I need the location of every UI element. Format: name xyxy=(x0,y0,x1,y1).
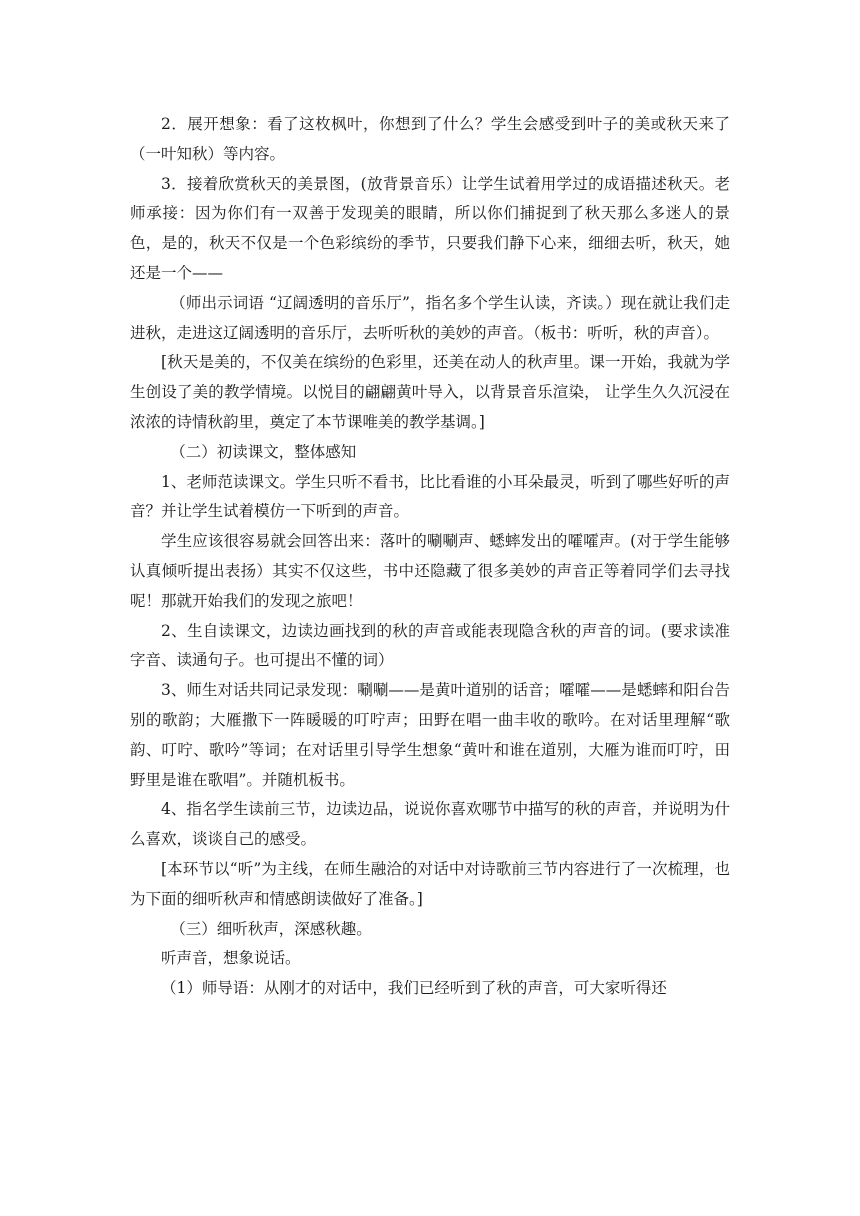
paragraph-autumn-scenery: 3．接着欣赏秋天的美景图，(放背景音乐）让学生试着用学过的成语描述秋天。老师承接：因为你们有一双善于发现美的眼睛，所以你们捕捉到了秋天那么多迷人的景色，是的，秋天不仅是一个色彩缤纷的季节，只要我们静下心来，细细去听，秋天，她还是一个—— xyxy=(130,174,730,282)
paragraph-imagination: 2．展开想象：看了这枚枫叶，你想到了什么？学生会感受到叶子的美或秋天来了（一叶知秋）等内容。 xyxy=(130,115,730,163)
paragraph-reflection-intro: [秋天是美的，不仅美在缤纷的色彩里，还美在动人的秋声里。课一开始，我就为学生创设了美的教学情境。以悦目的翩翩黄叶导入，以背景音乐渲染， 让学生久久沉浸在浓浓的诗情秋韵里，奠定了本节课唯美的教学基调。] xyxy=(130,353,730,431)
paragraph-teacher-guide: （1）师导语：从刚才的对话中，我们已经听到了秋的声音，可大家听得还 xyxy=(161,979,667,998)
paragraph-reflection-listening: [本环节以“听”为主线，在师生融洽的对话中对诗歌前三节内容进行了一次梳理，也为下面的细听秋声和情感朗读做好了准备。] xyxy=(130,859,730,908)
section-heading-first-reading: （二）初读课文，整体感知 xyxy=(170,442,357,461)
paragraph-listen-imagine: 听声音，想象说话。 xyxy=(161,949,301,968)
paragraph-teacher-reading: 1、老师范读课文。学生只听不看书，比比看谁的小耳朵最灵，听到了哪些好听的声音？并让学生试着模仿一下听到的声音。 xyxy=(130,472,730,521)
paragraph-concert-hall: （师出示词语 “辽阔透明的音乐厅”，指名多个学生认读，齐读。）现在就让我们走进秋，走进这辽阔透明的音乐厅，去听听秋的美妙的声音。（板书：听听，秋的声音）。 xyxy=(130,293,730,342)
section-heading-listen-closely: （三）细听秋声，深感秋趣。 xyxy=(170,919,372,938)
document-body xyxy=(130,110,730,1004)
paragraph-dialogue-record: 3、师生对话共同记录发现：唰唰——是黄叶道别的话音；嚯嚯——是蟋蟀和阳台告别的歌韵；大雁撒下一阵暖暖的叮咛声；田野在唱一曲丰收的歌吟。在对话里理解“歌韵、叮咛、歌吟”等词；在对话里引导学生想象“黄叶和谁在道别，大雁为谁而叮咛，田野里是谁在歌唱”。并随机板书。 xyxy=(130,681,730,789)
paragraph-read-three-sections: 4、指名学生读前三节，边读边品，说说你喜欢哪节中描写的秋的声音，并说明为什么喜欢，谈谈自己的感受。 xyxy=(130,800,730,849)
paragraph-student-answers: 学生应该很容易就会回答出来：落叶的唰唰声、蟋蟀发出的嚯嚯声。(对于学生能够认真倾听提出表扬）其实不仅这些，书中还隐藏了很多美妙的声音正等着同学们去寻找呢！那就开始我们的发现之旅吧！ xyxy=(130,532,730,610)
paragraph-self-reading: 2、生自读课文，边读边画找到的秋的声音或能表现隐含秋的声音的词。(要求读准字音、读通句子。也可提出不懂的词） xyxy=(130,621,730,670)
